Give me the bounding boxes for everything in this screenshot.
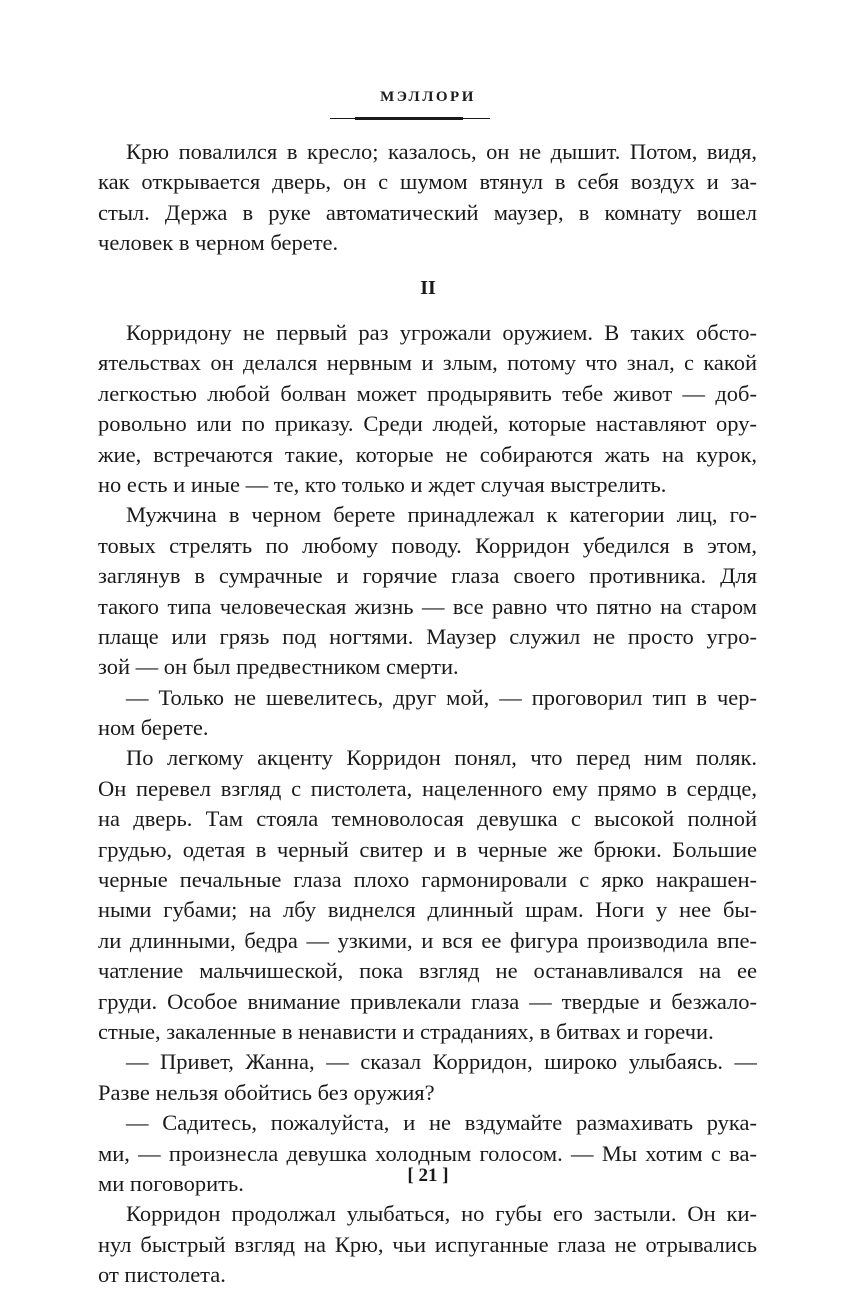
text-line: от пистолета. — [98, 1262, 226, 1288]
text-line: ми, — произнесла девушка холодным голосом. — Мы хотим с ва- — [98, 1140, 757, 1166]
text-line: человек в черном берете. — [98, 230, 339, 256]
text-line: зой — он был предвестником смерти. — [98, 654, 459, 680]
text-line: Мужчина в черном берете принадлежал к категории лиц, го- — [126, 502, 757, 528]
text-line: ли длинными, бедра — узкими, и вся ее фигура производила впе- — [98, 927, 757, 953]
paragraph — [98, 1199, 757, 1290]
text-line: груди. Особое внимание привлекали глаза — твердые и безжало- — [98, 988, 757, 1014]
text-line: — Только не шевелитесь, друг мой, — проговорил тип в чер- — [126, 684, 757, 710]
section-number: II — [420, 277, 436, 299]
text-line: стные, закаленные в ненависти и страданиях, в битвах и горечи. — [98, 1018, 714, 1044]
text-line: черные печальные глаза плохо гармонировали с ярко накрашен- — [98, 867, 757, 893]
paragraph — [98, 1047, 757, 1108]
text-line: чатление мальчишеской, пока взгляд не останавливался на ее — [98, 958, 757, 984]
text-line: ном берете. — [98, 715, 209, 741]
intro-paragraph — [98, 137, 757, 259]
text-line: как открывается дверь, он с шумом втянул в себя воздух и за- — [98, 169, 757, 195]
paragraph — [98, 683, 757, 744]
paragraph — [98, 318, 757, 500]
text-line: Разве нельзя обойтись без оружия? — [98, 1079, 435, 1105]
text-line: на дверь. Там стояла темноволосая девушка с высокой полной — [98, 806, 757, 832]
text-line: ми поговорить. — [98, 1170, 244, 1196]
text-line: Корридону не первый раз угрожали оружием. В таких обсто- — [126, 320, 757, 345]
text-line: заглянув в сумрачные и горячие глаза своего противника. Для — [98, 563, 757, 589]
text-line: такого типа человеческая жизнь — все равно что пятно на старом — [98, 593, 757, 619]
text-line: грудью, одетая в черный свитер и в черные же брюки. Большие — [98, 836, 757, 862]
text-line: ятельствах он делался нервным и злым, потому что знал, с какой — [98, 350, 757, 376]
text-line: жие, встречаются такие, которые не собираются жать на курок, — [98, 441, 757, 467]
text-line: стыл. Держа в руке автоматический маузер, в комнату вошел — [98, 199, 757, 225]
header-rule-accent — [355, 117, 463, 120]
text-line: легкостью любой болван может продырявить тебе живот — доб- — [98, 380, 757, 406]
text-line: ровольно или по приказу. Среди людей, которые наставляют ору- — [98, 411, 757, 437]
section-body — [98, 318, 757, 1291]
text-line: но есть и иные — те, кто только и ждет случая выстрелить. — [98, 471, 667, 497]
text-line: Корридон продолжал улыбаться, но губы его застыли. Он ки- — [126, 1201, 757, 1227]
paragraph — [98, 743, 757, 1047]
page-number: [ 21 ] — [407, 1165, 449, 1186]
text-line: нул быстрый взгляд на Крю, чьи испуганные глаза не отрывались — [98, 1231, 757, 1257]
text-line: товых стрелять по любому поводу. Корридон убедился в этом, — [98, 532, 757, 558]
paragraph — [98, 137, 757, 259]
running-head: МЭЛЛОРИ — [380, 89, 476, 105]
text-line: Крю повалился в кресло; казалось, он не дышит. Потом, видя, — [126, 139, 757, 164]
text-line: ными губами; на лбу виднелся длинный шрам. Ноги у нее бы- — [98, 897, 757, 923]
text-line: Он перевел взгляд с пистолета, нацеленного ему прямо в сердце, — [98, 775, 757, 801]
text-line: По легкому акценту Корридон понял, что перед ним поляк. — [126, 745, 757, 771]
text-line: плаще или грязь под ногтями. Маузер служил не просто угро- — [98, 623, 757, 649]
text-line: — Привет, Жанна, — сказал Корридон, широко улыбаясь. — — [126, 1049, 757, 1075]
paragraph — [98, 500, 757, 682]
text-line: — Садитесь, пожалуйста, и не вздумайте размахивать рука- — [126, 1110, 757, 1136]
